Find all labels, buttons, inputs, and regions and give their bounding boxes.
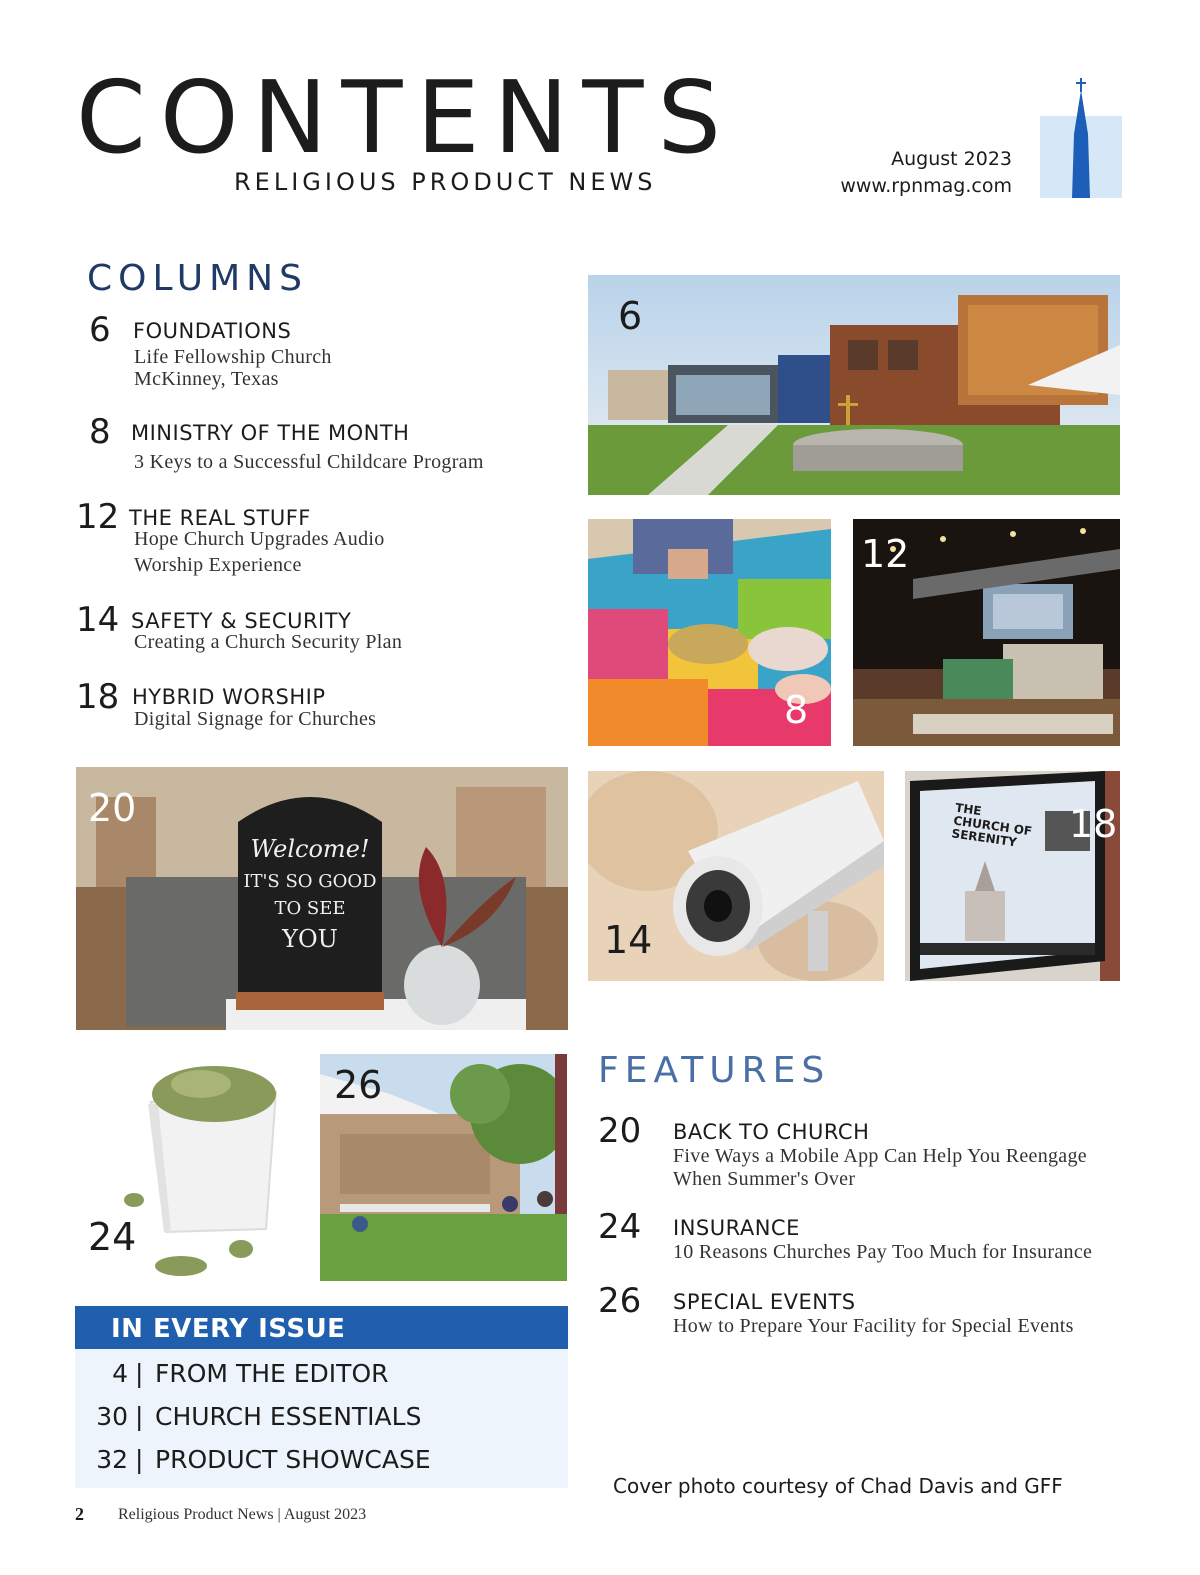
footer-publication-info: Religious Product News | August 2023 [118,1506,367,1523]
divider: | [135,1402,144,1431]
entry-description: Worship Experience [134,554,302,576]
entry-description: McKinney, Texas [134,368,279,390]
entry-page-number: 26 [598,1281,642,1321]
outdoor-event-photo [320,1054,567,1281]
entry-description: 10 Reasons Churches Pay Too Much for Insurance [673,1241,1093,1263]
entry-title: MINISTRY OF THE MONTH [131,421,410,445]
entry-page-number: 14 [76,600,120,640]
entry-page-number: 6 [89,310,111,350]
issue-page-number: 30 [96,1402,128,1431]
in-every-issue-header-bar [75,1306,568,1349]
entry-title: HYBRID WORSHIP [132,685,326,709]
issue-item-product-showcase[interactable] [75,1445,568,1485]
church-steeple-icon [1040,78,1122,198]
entry-description: Digital Signage for Churches [134,708,377,730]
columns-heading: COLUMNS [87,258,308,299]
entry-title: INSURANCE [673,1216,800,1240]
entry-title: SAFETY & SECURITY [131,609,352,633]
entry-description: Hope Church Upgrades Audio [134,528,385,550]
entry-description: Creating a Church Security Plan [134,631,403,653]
entry-page-number: 18 [76,677,120,717]
photo-page-label: 6 [618,294,643,338]
entry-page-number: 20 [598,1111,642,1151]
page-number: 2 [75,1504,84,1524]
sign-screen-text: THE CHURCH OF SERENITY [950,800,1033,850]
photo-page-label: 12 [861,532,910,576]
issue-page-number: 4 [112,1359,128,1388]
church-building-photo [588,275,1120,495]
entry-title: BACK TO CHURCH [673,1120,870,1144]
worship-stage-photo [853,519,1120,746]
entry-description: How to Prepare Your Facility for Special Events [673,1315,1074,1337]
digital-signage-photo [905,771,1120,981]
issue-label: CHURCH ESSENTIALS [155,1402,422,1431]
welcome-sign-photo [76,767,568,1030]
in-every-issue-box [75,1306,568,1488]
features-heading: FEATURES [598,1050,831,1091]
entry-description: Five Ways a Mobile App Can Help You Reengage [673,1145,1087,1167]
page-title: CONTENTS [76,59,735,176]
issue-item-church-essentials[interactable] [75,1402,568,1442]
divider: | [135,1359,144,1388]
entry-page-number: 8 [89,412,111,452]
photo-page-label: 14 [604,918,653,962]
entry-description: When Summer's Over [673,1168,856,1190]
cover-photo-credit: Cover photo courtesy of Chad Davis and GFF [613,1474,1063,1498]
issue-item-from-the-editor[interactable] [75,1359,568,1399]
entry-page-number: 12 [76,497,120,537]
website-link[interactable]: www.rpnmag.com [840,175,1012,197]
security-camera-photo [588,771,884,981]
entry-title: THE REAL STUFF [129,506,311,530]
photo-page-label: 20 [88,786,137,830]
photo-page-label: 18 [1069,802,1118,846]
money-bin-photo [76,1054,306,1284]
issue-page-number: 32 [96,1445,128,1474]
magazine-name: RELIGIOUS PRODUCT NEWS [234,168,657,196]
photo-page-label: 24 [88,1215,137,1259]
issue-label: FROM THE EDITOR [155,1359,389,1388]
divider: | [135,1445,144,1474]
entry-page-number: 24 [598,1207,642,1247]
entry-description: 3 Keys to a Successful Childcare Program [134,451,484,473]
entry-title: SPECIAL EVENTS [673,1290,856,1314]
photo-page-label: 26 [334,1063,383,1107]
issue-date: August 2023 [891,148,1012,170]
childcare-playmat-photo [588,519,831,746]
entry-title: FOUNDATIONS [133,319,292,343]
photo-page-label: 8 [784,688,809,732]
in-every-issue-heading: IN EVERY ISSUE [111,1314,346,1344]
entry-description: Life Fellowship Church [134,346,332,368]
issue-label: PRODUCT SHOWCASE [155,1445,431,1474]
chalkboard-text: Welcome! IT'S SO GOOD TO SEE YOU [243,835,377,953]
